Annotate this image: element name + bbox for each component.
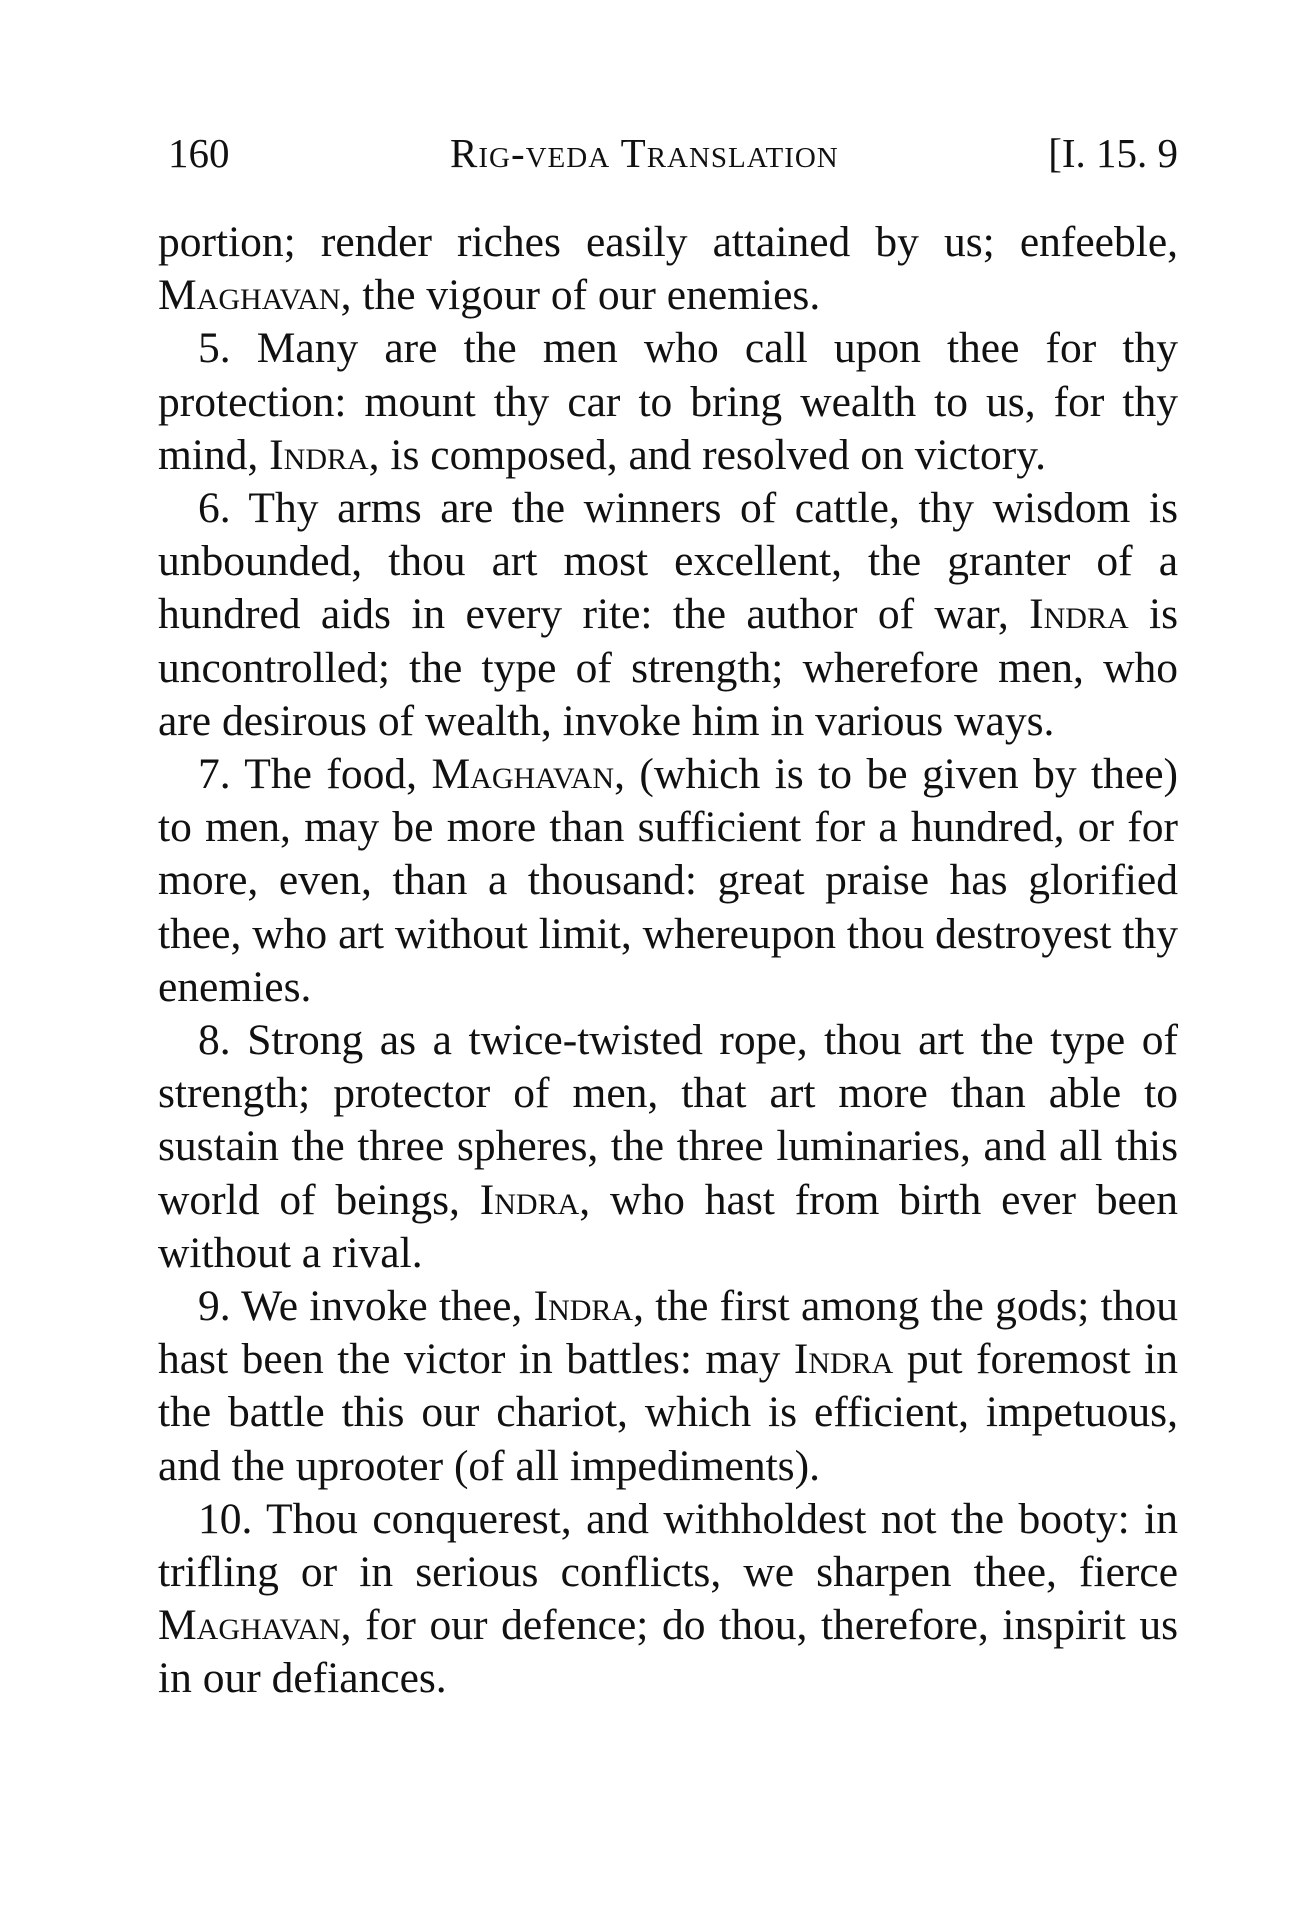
text-segment: is uncontrolled; the type of strength; wherefore men, who are desirous of wealth, invoke him in various ways. <box>158 590 1179 745</box>
text-segment: , for our defence; do thou, therefore, inspirit us in our defiances. <box>158 1601 1178 1703</box>
verse-paragraph <box>158 1014 1178 1280</box>
page-number: 160 <box>168 130 230 176</box>
text-segment: , who hast from birth ever been without a rival. <box>158 1175 1178 1277</box>
running-title: Rig-veda Translation <box>450 130 839 176</box>
section-reference: [I. 15. 9 <box>1048 130 1178 176</box>
text-segment: portion; render riches easily attained by us; enfeeble, <box>158 218 1178 266</box>
proper-name: Indra <box>533 1282 634 1331</box>
proper-name: Maghavan <box>158 271 341 320</box>
verse-paragraph <box>158 482 1178 748</box>
book-page <box>158 120 1178 1820</box>
proper-name: Indra <box>1029 590 1129 639</box>
proper-name: Maghavan <box>158 1601 341 1650</box>
body-text <box>158 216 1178 1706</box>
verse-paragraph <box>158 1280 1178 1493</box>
text-segment: , (which is to be given by thee) to men, may be more than sufficient for a hundred, or for more, even, than a thousand: great praise has glorified thee, who art without limit, whereupon thou destroyest thy enemies. <box>158 750 1178 1011</box>
proper-name: Indra <box>269 430 369 479</box>
text-segment: , is composed, and resolved on victory. <box>368 430 1047 479</box>
verse-paragraph <box>158 1493 1178 1706</box>
proper-name: Indra <box>793 1335 894 1384</box>
proper-name: Maghavan <box>431 750 615 799</box>
text-segment: 10. Thou conquerest, and withholdest not the booty: in trifling or in serious conflicts, we sharpen thee, fierce <box>158 1494 1178 1597</box>
text-segment: 6. Thy arms are the winners of cattle, thy wisdom is unbounded, thou art most excellent, the granter of a hundred aids in every rite: the author of war, <box>158 484 1178 639</box>
text-segment: 8. Strong as a twice-twisted rope, thou art the type of strength; protector of men, that art more than able to sustain the three spheres, the three luminaries, and all this world of beings, <box>158 1016 1178 1224</box>
verse-paragraph <box>158 322 1178 482</box>
text-segment: 7. The food, <box>198 750 432 799</box>
verse-paragraph <box>158 748 1178 1014</box>
proper-name: Indra <box>479 1175 580 1224</box>
text-segment: 9. We invoke thee, <box>198 1282 534 1331</box>
continuation-paragraph <box>158 216 1178 322</box>
running-head <box>158 120 1178 186</box>
text-segment: 5. Many are the men who call upon thee for thy protection: mount thy car to bring wealth to us, for thy mind, <box>158 324 1178 479</box>
text-segment: put foremost in the battle this our chariot, which is efficient, impetuous, and the uprooter (of all impediments). <box>158 1335 1178 1490</box>
text-segment: , the first among the gods; thou hast been the victor in battles: may <box>158 1282 1178 1384</box>
text-segment: , the vigour of our enemies. <box>340 271 821 320</box>
